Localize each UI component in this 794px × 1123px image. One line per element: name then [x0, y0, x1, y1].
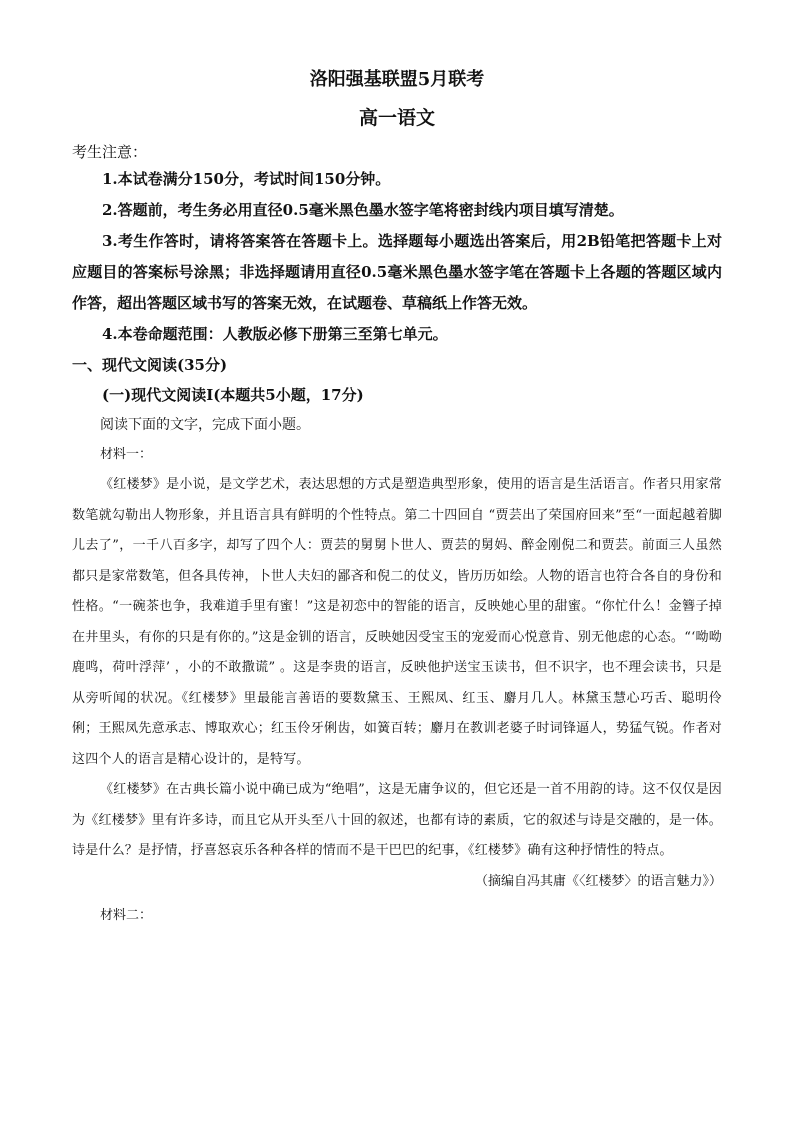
material-1-label: 材料一： [100, 447, 153, 462]
notice-item-3: 3.考生作答时，请将答案答在答题卡上。选择题每小题选出答案后，用2B铅笔把答题卡上对应题目的答案标号涂黑；非选择题请用直径0.5毫米黑色墨水签字笔在答题卡上各题的答题区域内作答，超出答题区域书写的答案无效，在试题卷、草稿纸上作答无效。 [72, 232, 722, 312]
notice-item-1: 1.本试卷满分150分，考试时间150分钟。 [102, 170, 391, 188]
notice-item-4: 4.本卷命题范围：人教版必修下册第三至第七单元。 [102, 325, 448, 343]
document-page [72, 68, 722, 931]
material-2-label: 材料二： [100, 907, 153, 923]
notice-item-2: 2.答题前，考生务必用直径0.5毫米黑色墨水签字笔将密封线内项目填写清楚。 [102, 201, 624, 219]
subsection-heading-reading-1: (一)现代文阅读Ⅰ(本题共5小题，17分) [102, 386, 364, 404]
exam-subtitle: 高一语文 [358, 107, 435, 129]
material-1-source: （摘编自冯其庸《〈红楼梦〉的语言魅力》） [474, 873, 722, 889]
material-1-paragraph-1: 《红楼梦》是小说，是文学艺术，表达思想的方式是塑造典型形象，使用的语言是生活语言。作者只用家常数笔就勾勒出人物形象，并且语言具有鲜明的个性特点。第二十四回自 “贾芸出了荣国府回来”至“一面起越着脚儿去了”，一千八百多字，却写了四个人：贾芸的舅舅卜世人、贾芸的舅妈、醉金刚倪二和贾芸。前面三人虽然都只是家常数笔，但各具传神，卜世人夫妇的鄙吝和倪二的仗义，皆历历如绘。人物的语言也符合各自的身份和性格。“一碗茶也争，我难道手里有蜜！”这是初恋中的智能的语言，反映她心里的甜蜜。“你忙什么！金簪子掉在井里头，有你的只是有你的。”这是金钏的语言，反映她因受宝玉的宠爱而心悦意肯、别无他虑的心态。“‘呦呦鹿鸣，荷叶浮萍’ ，小的不敢撒谎” 。这是李贵的语言，反映他护送宝玉读书，但不识字，也不理会读书，只是从旁听闻的状况。《红楼梦》里最能言善语的要数黛玉、王熙凤、红玉、麝月几人。林黛玉慧心巧舌、聪明伶俐；王熙凤先意承志、博取欢心；红玉伶牙俐齿，如簧百转；麝月在教训老婆子时词锋逼人，势猛气锐。作者对这四个人的语言是精心设计的，是特写。 [72, 477, 722, 767]
section-heading-modern-reading: 一、现代文阅读(35分) [72, 356, 228, 374]
material-1-paragraph-2: 《红楼梦》在古典长篇小说中确已成为“绝唱”，这是无庸争议的，但它还是一首不用韵的诗。这不仅仅是因为《红楼梦》里有许多诗，而且它从开头至八十回的叙述，也都有诗的素质，它的叙述与诗是交融的，是一体。诗是什么？是抒情，抒喜怒哀乐各种各样的情而不是干巴巴的纪事，《红楼梦》确有这种抒情性的特点。 [72, 782, 722, 858]
notice-heading: 考生注意： [72, 143, 148, 161]
reading-instruction: 阅读下面的文字，完成下面小题。 [100, 417, 310, 433]
exam-title: 洛阳强基联盟5月联考 [309, 69, 485, 90]
